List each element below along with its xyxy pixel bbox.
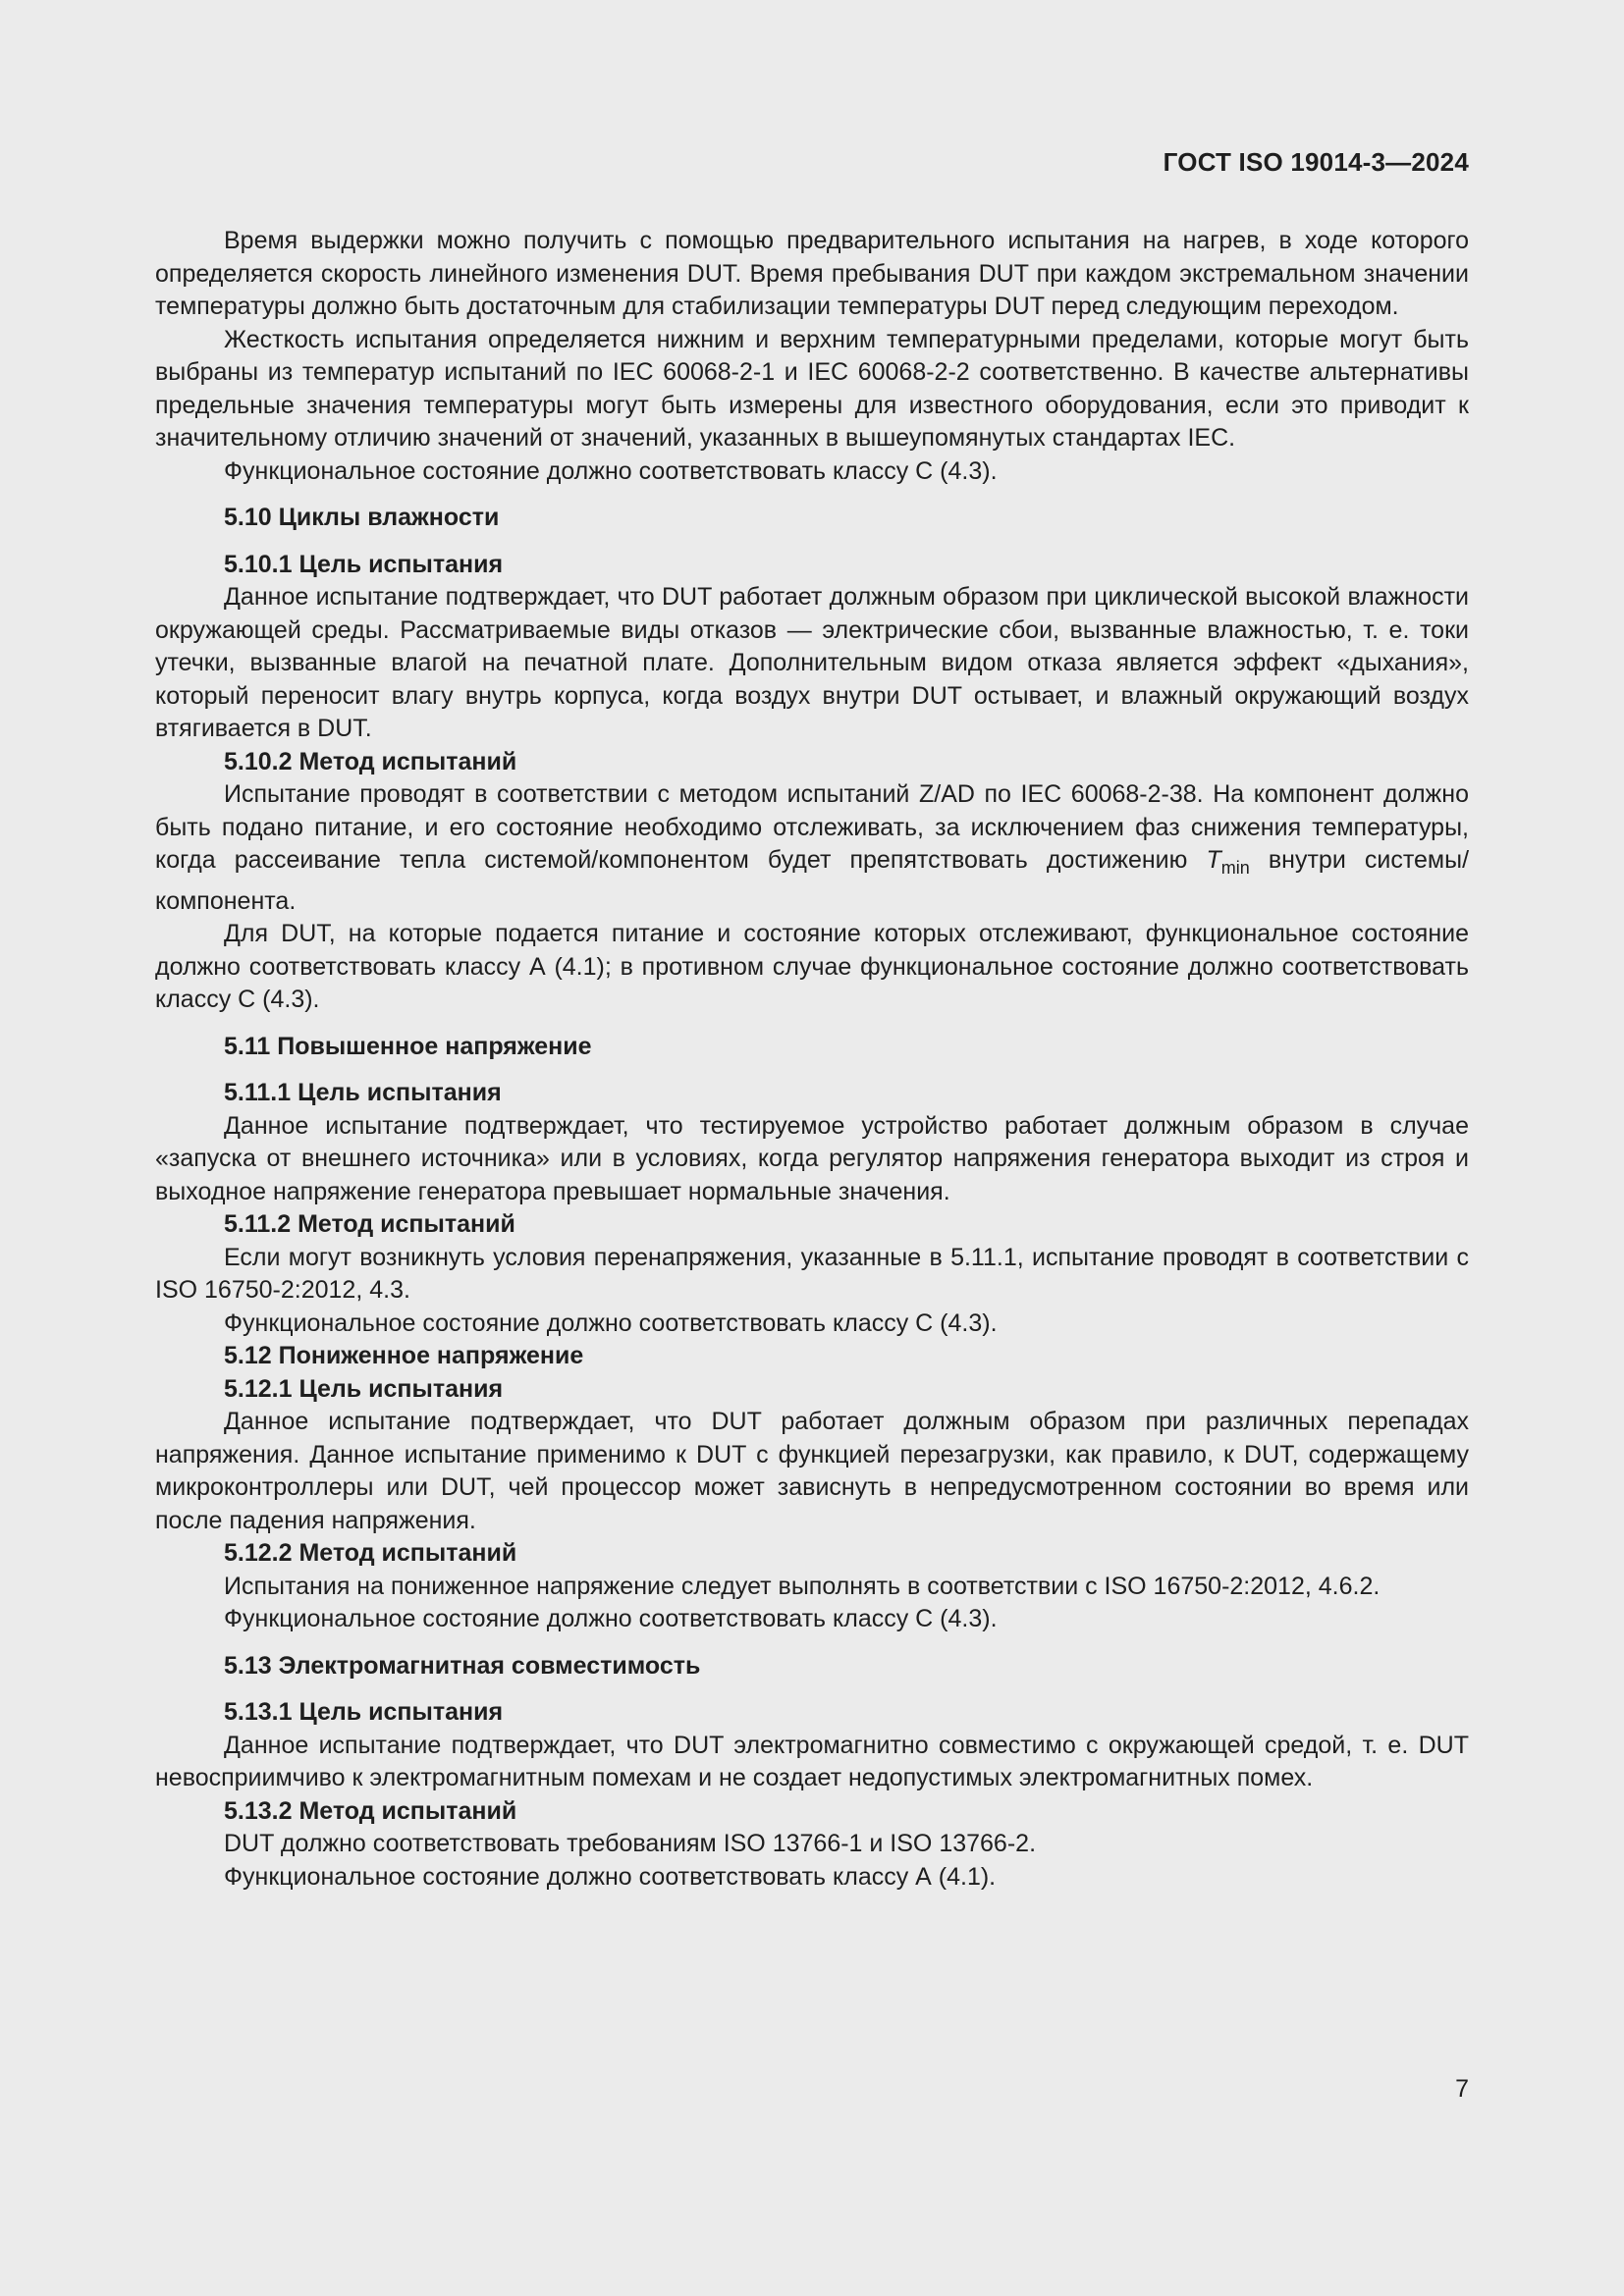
paragraph: Если могут возникнуть условия перенапряжения, указанные в 5.11.1, испытание проводят в соответствии с ISO 16750-2:2012, 4.3.	[155, 1243, 1469, 1304]
subsection-heading-5-12-1: 5.12.1 Цель испытания	[224, 1374, 504, 1403]
subsection-heading-5-13-2: 5.13.2 Метод испытаний	[224, 1796, 517, 1825]
paragraph-text-tail: внутри системы/компонента.	[155, 846, 1470, 915]
paragraph	[155, 778, 1469, 918]
section-heading-5-11: 5.11 Повышенное напряжение	[224, 1032, 592, 1060]
section-heading-5-12: 5.12 Пониженное напряжение	[224, 1342, 584, 1369]
subsection-heading-5-11-2: 5.11.2 Метод испытаний	[224, 1210, 515, 1238]
t-subscript: min	[1220, 858, 1250, 878]
page-number: 7	[1455, 2075, 1469, 2103]
paragraph: Для DUT, на которые подается питание и состояние которых отслеживают, функциональное состояние должно соответствовать классу А (4.1); в противном случае функциональное состояние должно соответствовать классу С (4.3).	[155, 920, 1469, 1013]
subsection-heading-5-12-2: 5.12.2 Метод испытаний	[224, 1539, 517, 1567]
section-heading-5-13: 5.13 Электромагнитная совместимость	[224, 1651, 701, 1680]
paragraph: DUT должно соответствовать требованиям ISO 13766-1 и ISO 13766-2.	[224, 1830, 1037, 1857]
document-id-header: ГОСТ ISO 19014-3—2024	[1163, 147, 1469, 177]
paragraph-text: Испытание проводят в соответствии с методом испытаний Z/AD по IEC 60068-2-38. На компонент должно быть подано питание, и его состояние необходимо отслеживать, за исключением фаз снижения температуры, когда рассеивание тепла системой/компонентом будет препятствовать достижению	[155, 780, 1469, 874]
paragraph: Время выдержки можно получить с помощью предварительного испытания на нагрев, в ходе которого определяется скорость линейного изменения DUT. Время пребывания DUT при каждом экстремальном значении температуры должно быть достаточным для стабилизации температуры DUT перед следующим переходом.	[155, 227, 1469, 320]
section-heading-5-10: 5.10 Циклы влажности	[224, 504, 500, 531]
document-page	[155, 0, 1469, 2296]
subsection-heading-5-10-1: 5.10.1 Цель испытания	[224, 550, 504, 578]
paragraph: Функциональное состояние должно соответствовать классу С (4.3).	[224, 456, 998, 485]
paragraph: Данное испытание подтверждает, что DUT работает должным образом при циклической высокой влажности окружающей среды. Рассматриваемые виды отказов — электрические сбои, вызванные влажностью, т. е. токи утечки, вызванные влагой на печатной плате. Дополнительным видом отказа является эффект «дыхания», который переносит влагу внутрь корпуса, когда воздух внутри DUT остывает, и влажный окружающий воздух втягивается в DUT.	[155, 583, 1469, 742]
subsection-heading-5-13-1: 5.13.1 Цель испытания	[224, 1698, 504, 1726]
paragraph: Данное испытание подтверждает, что тестируемое устройство работает должным образом в случае «запуска от внешнего источника» или в условиях, когда регулятор напряжения генератора выходит из строя и выходное напряжение генератора превышает нормальные значения.	[155, 1111, 1469, 1205]
subsection-heading-5-10-2: 5.10.2 Метод испытаний	[224, 747, 517, 775]
paragraph: Функциональное состояние должно соответствовать классу С (4.3).	[224, 1308, 998, 1337]
paragraph: Функциональное состояние должно соответствовать классу А (4.1).	[224, 1862, 997, 1891]
paragraph: Функциональное состояние должно соответствовать классу С (4.3).	[224, 1605, 998, 1632]
t-symbol: T	[1206, 846, 1221, 874]
paragraph: Испытания на пониженное напряжение следует выполнять в соответствии с ISO 16750-2:2012, 4.6.2.	[224, 1572, 1380, 1600]
paragraph: Данное испытание подтверждает, что DUT электромагнитно совместимо с окружающей средой, т. е. DUT невосприимчиво к электромагнитным помехам и не создает недопустимых электромагнитных помех.	[155, 1731, 1469, 1791]
paragraph: Жесткость испытания определяется нижним и верхним температурными пределами, которые могут быть выбраны из температур испытаний по IEC 60068-2-1 и IEC 60068-2-2 соответственно. В качестве альтернативы предельные значения температуры могут быть измерены для известного оборудования, если это приводит к значительному отличию значений от значений, указанных в вышеупомянутых стандартах IEC.	[155, 325, 1469, 452]
paragraph: Данное испытание подтверждает, что DUT работает должным образом при различных перепадах напряжения. Данное испытание применимо к DUT с функцией перезагрузки, как правило, к DUT, содержащему микроконтроллеры или DUT, чей процессор может зависнуть в непредусмотренном состоянии во время или после падения напряжения.	[155, 1408, 1469, 1534]
subsection-heading-5-11-1: 5.11.1 Цель испытания	[224, 1079, 502, 1106]
document-body	[155, 225, 1469, 1894]
